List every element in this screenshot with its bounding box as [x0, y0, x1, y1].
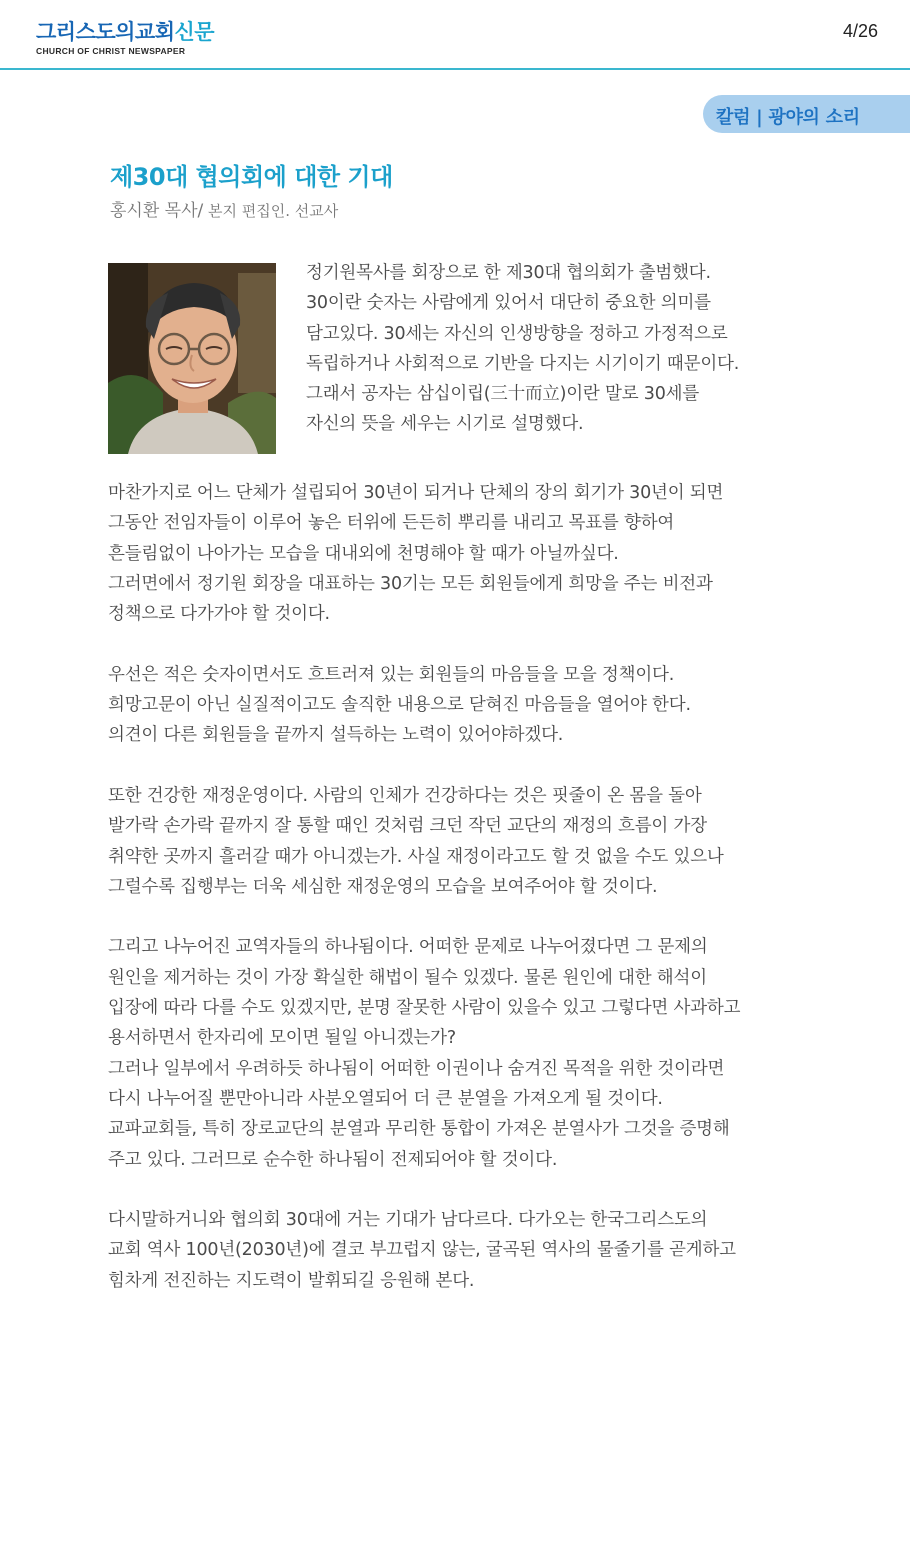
paragraph-line: 힘차게 전진하는 지도력이 발휘되길 응원해 본다. — [108, 1270, 475, 1291]
intro-line: 자신의 뜻을 세우는 시기로 설명했다. — [306, 414, 584, 435]
article-body — [108, 478, 848, 1326]
paragraph-line: 그리고 나누어진 교역자들의 하나됨이다. 어떠한 문제로 나누어졌다면 그 문제의 — [108, 937, 708, 958]
paragraph-line: 의견이 다른 회원들을 끝까지 설득하는 노력이 있어야하겠다. — [108, 725, 564, 746]
intro-line: 30이란 숫자는 사람에게 있어서 대단히 중요한 의미를 — [306, 293, 711, 314]
paragraph-line: 희망고문이 아닌 실질적이고도 솔직한 내용으로 닫혀진 마음들을 열어야 한다. — [108, 695, 691, 716]
author-name: 홍시환 목사/ — [110, 201, 204, 221]
page-number: 4/26 — [842, 21, 878, 41]
article-paragraph — [108, 781, 848, 902]
paragraph-line: 그러나 일부에서 우려하듯 하나됨이 어떠한 이권이나 숨겨진 목적을 위한 것이라면 — [108, 1058, 725, 1079]
newspaper-name-accent: 신문 — [174, 20, 215, 44]
intro-line: 독립하거나 사회적으로 기반을 다지는 시기이기 때문이다. — [306, 353, 740, 374]
paragraph-line: 원인을 제거하는 것이 가장 확실한 해법이 될수 있겠다. 물론 원인에 대한 해석이 — [108, 967, 707, 988]
paragraph-line: 흔들림없이 나아가는 모습을 대내외에 천명해야 할 때가 아닐까싶다. — [108, 543, 619, 564]
newspaper-name-english: CHURCH OF CHRIST NEWSPAPER — [36, 46, 186, 56]
paragraph-line: 교회 역사 100년(2030년)에 결코 부끄럽지 않는, 굴곡된 역사의 물줄기를 곧게하고 — [108, 1240, 736, 1261]
paragraph-line: 입장에 따라 다를 수도 있겠지만, 분명 잘못한 사람이 있을수 있고 그렇다면 사과하고 — [108, 998, 741, 1019]
paragraph-line: 우선은 적은 숫자이면서도 흐트러져 있는 회원들의 마음들을 모을 정책이다. — [108, 664, 675, 685]
author-portrait-illustration — [108, 263, 276, 454]
article-paragraph — [108, 932, 848, 1174]
article-paragraph — [108, 478, 848, 629]
paragraph-line: 또한 건강한 재정운영이다. 사람의 인체가 건강하다는 것은 핏줄이 온 몸을 돌아 — [108, 785, 702, 806]
section-tab — [703, 95, 910, 133]
paragraph-line: 정책으로 다가가야 할 것이다. — [108, 604, 330, 625]
newspaper-logo[interactable] — [36, 20, 214, 57]
article-intro — [306, 258, 846, 440]
paragraph-line: 취약한 곳까지 흘러갈 때가 아니겠는가. 사실 재정이라고도 할 것 없을 수도 있으나 — [108, 846, 724, 867]
article-byline — [110, 196, 338, 221]
newspaper-name-main: 그리스도의교회 — [36, 20, 175, 44]
paragraph-line: 발가락 손가락 끝까지 잘 통할 때인 것처럼 크던 작던 교단의 재정의 흐름이 가장 — [108, 816, 707, 837]
paragraph-line: 그러면에서 정기원 회장을 대표하는 30기는 모든 회원들에게 희망을 주는 비전과 — [108, 573, 713, 594]
paragraph-line: 그럴수록 집행부는 더욱 세심한 재정운영의 모습을 보여주어야 할 것이다. — [108, 876, 658, 897]
paragraph-line: 주고 있다. 그러므로 순수한 하나됨이 전제되어야 할 것이다. — [108, 1149, 558, 1170]
paragraph-line: 용서하면서 한자리에 모이면 될일 아니겠는가? — [108, 1028, 456, 1049]
article-paragraph — [108, 1205, 848, 1296]
paragraph-line: 교파교회들, 특히 장로교단의 분열과 무리한 통합이 가져온 분열사가 그것을 증명해 — [108, 1119, 730, 1140]
intro-line: 담고있다. 30세는 자신의 인생방향을 정하고 가정적으로 — [306, 323, 728, 344]
newspaper-name-korean — [36, 20, 214, 44]
paragraph-line: 그동안 전임자들이 이루어 놓은 터위에 든든히 뿌리를 내리고 목표를 향하여 — [108, 513, 675, 534]
paragraph-line: 마찬가지로 어느 단체가 설립되어 30년이 되거나 단체의 장의 회기가 30년이 되면 — [108, 483, 724, 503]
article-title: 제30대 협의회에 대한 기대 — [110, 163, 393, 191]
page-header — [0, 0, 910, 70]
paragraph-line: 다시 나누어질 뿐만아니라 사분오열되어 더 큰 분열을 가져오게 될 것이다. — [108, 1088, 663, 1109]
author-role: 본지 편집인. 선교사 — [203, 202, 339, 220]
paragraph-line: 다시말하거니와 협의회 30대에 거는 기대가 남다르다. 다가오는 한국그리스도의 — [108, 1210, 708, 1231]
intro-line: 그래서 공자는 삼십이립(三十而立)이란 말로 30세를 — [306, 384, 700, 405]
article-paragraph — [108, 660, 848, 751]
author-photo — [108, 263, 276, 454]
header-divider — [0, 68, 910, 70]
intro-line: 정기원목사를 회장으로 한 제30대 협의회가 출범했다. — [306, 263, 711, 283]
section-tab-label: 칼럼 | 광야의 소리 — [716, 107, 860, 128]
